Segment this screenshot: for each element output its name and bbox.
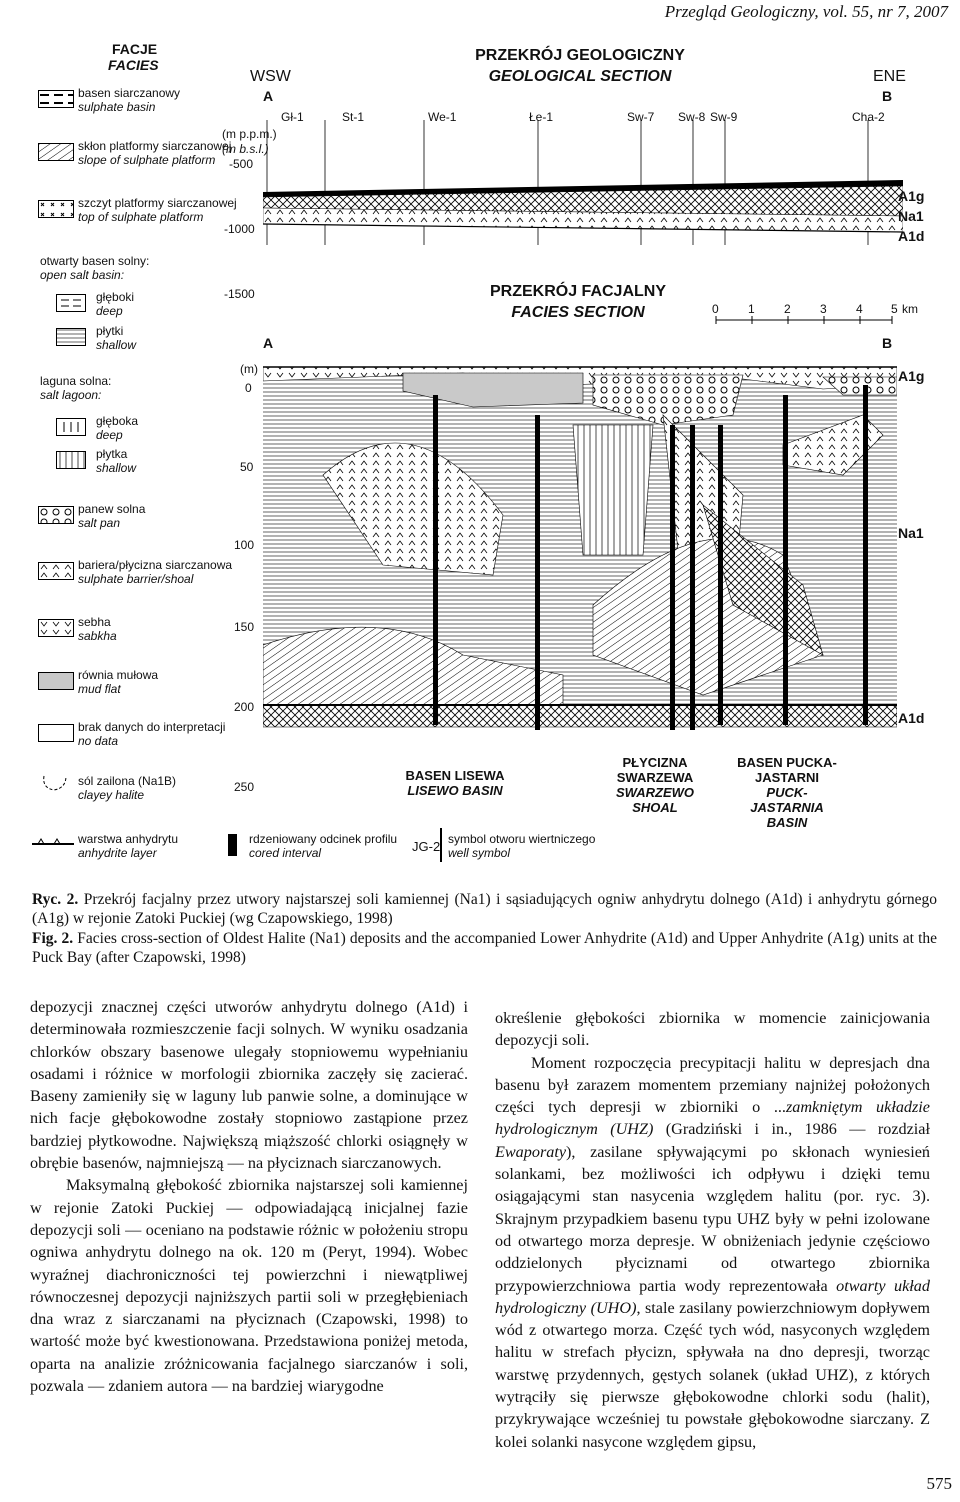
- well-symbol-icon: [440, 828, 442, 862]
- legend-swatch-slope: [38, 143, 74, 161]
- facies-axis-tick: 50: [240, 460, 254, 474]
- legend-title: FACJE: [112, 41, 158, 57]
- legend-item: sebha sabkha: [78, 615, 117, 643]
- body-column-left: [30, 996, 468, 1397]
- journal-header: Przegląd Geologiczny, vol. 55, nr 7, 2007: [664, 2, 948, 21]
- facies-axis-tick: 0: [245, 381, 252, 395]
- facies-axis-tick: 250: [234, 780, 255, 794]
- legend-swatch-sulphate-shoal: [38, 562, 74, 580]
- legend-swatch-open-deep: [56, 294, 86, 312]
- facies-axis-tick: 200: [234, 700, 255, 714]
- geo-section-title-en: GEOLOGICAL SECTION: [488, 68, 672, 85]
- facies-unit-a1g: A1g: [898, 368, 925, 384]
- well-label: Sw-7: [627, 110, 655, 124]
- legend-swatch-mud-flat: [38, 672, 74, 690]
- geo-left-direction: WSW: [250, 68, 291, 85]
- facies-section-drawing: [263, 355, 897, 755]
- well-label: St-1: [342, 110, 365, 124]
- cored-interval-icon: [228, 834, 237, 856]
- facies-axis-tick: 100: [234, 538, 255, 552]
- geo-axis-tick: -1500: [224, 287, 255, 301]
- legend-item: panew solna salt pan: [78, 502, 146, 530]
- facies-axis-unit: (m): [240, 362, 258, 376]
- legend-item: głęboki deep: [96, 290, 135, 318]
- basin-label-swarzewo: PŁYCIZNA SWARZEWA SWARZEWO SHOAL: [616, 755, 694, 815]
- well-label: Gł-1: [281, 110, 304, 124]
- geo-section-drawing: [263, 120, 903, 245]
- legend-group: otwarty basen solny: open salt basin:: [40, 254, 150, 282]
- legend-swatch-platform-top: [38, 200, 74, 218]
- facies-unit-na1: Na1: [898, 525, 924, 541]
- legend-swatch-clayey-halite: [40, 772, 70, 794]
- legend-item: basen siarczanowy sulphate basin: [78, 86, 181, 114]
- geo-left-label: A: [263, 88, 274, 104]
- well-code: JG-2: [412, 839, 441, 854]
- legend-swatch-salt-pan: [38, 506, 74, 524]
- geo-right-label: B: [882, 88, 893, 104]
- legend-item: równia mułowa mud flat: [78, 668, 159, 696]
- legend-title-en: FACIES: [108, 57, 159, 73]
- body-column-right: [495, 1007, 930, 1453]
- well-label: Sw-8: [678, 110, 706, 124]
- facies-unit-a1d: A1d: [898, 710, 925, 726]
- legend-swatch-anhydrite-layer: [32, 838, 74, 850]
- legend-item: szczyt platformy siarczanowej top of sulphate platform: [78, 196, 237, 224]
- well-label: We-1: [428, 110, 457, 124]
- paragraph: depozycji znacznej części utworów anhydrytu dolnego (A1d) i determinowała rozmieszczenie facji solnych. W wyniku osadzania chlorków obszary basenowe ulegały stopniowemu wypełnianiu osadami i różnice w morfologii zbiornika zaczęły się zacierać. Baseny zamieniły się w laguny lub panwie solne, a dominujące w nich facje głębokowodne zostały stopniowo zastąpione przez bardziej płytkowodne. Największą miąższość chlorki osiągnęły w obrębie basenów, najmniejszą — na płyciznach siarczanowych.: [30, 998, 468, 1173]
- legend-item: rdzeniowany odcinek profilu cored interval: [249, 832, 398, 860]
- a1d-layer: [263, 705, 897, 727]
- geo-axis-unit: (m p.p.m.): [222, 127, 277, 141]
- legend-swatch-no-data: [38, 724, 74, 742]
- basin-label-puck-jastarnia: BASEN PUCKA-JASTARNI PUCK-JASTARNIA BASIN: [737, 755, 837, 830]
- legend-group: laguna solna: salt lagoon:: [40, 374, 112, 402]
- facies-left-label: A: [263, 335, 274, 351]
- legend-item: brak danych do interpretacji no data: [78, 720, 226, 748]
- basin-label-lisewo: BASEN LISEWA LISEWO BASIN: [405, 768, 505, 798]
- legend-swatch-open-shallow: [56, 328, 86, 346]
- paragraph: Moment rozpoczęcia precypitacji halitu w depresjach dna basenu był zarazem momentem przemiany najniżej położonych części tych depresji w zbiorniki o ...zamkniętym układzie hydrologicznym (UHZ) (Gradziński i in., 1986 — rozdział Ewaporaty), zasilane spływającymi po skłonach wyniesień solankami, bez możliwości ich odpływu i dzięki temu osiągającymi stan nasycenia względem halitu (por. ryc. 3). Skrajnym przypadkiem basenu typu UHZ były w pełni izolowane od otwartego morza depresje. W obniżeniach jedynie częściowo oddzielonych płyciznami od otwartego zbiornika przypowierzchniowa partia wody reprezentowała otwarty układ hydrologiczny (UHO), stale zasilany powierzchniowym dopływem wód z otwartego morza. Część tych wód, nasyconych względem halitu w strefach płycizn, spływała na dno depresji, tworząc warstwę przydennych, gęstych solanek (układ UHZ), z których wytrąciły się pierwsze głębokowodne chlorki sodu (halit), przykrywające wcześniej tu powstałe głębokowodne siarczany. Z kolei solanki nasycone względem gipsu,: [495, 1053, 931, 1451]
- legend-swatch-lagoon-deep: [56, 418, 86, 436]
- salt-lagoon: [573, 425, 653, 555]
- facies-right-label: B: [882, 335, 893, 351]
- facies-axis-tick: 150: [234, 620, 255, 634]
- figure-caption-pl: Ryc. 2. Przekrój facjalny przez utwory najstarszej soli kamiennej (Na1) i sąsiadujących ogniw anhydrytu dolnego (A1d) i anhydrytu górnego (A1g) w rejonie Zatoki Puckiej (wg Czapowskiego, 1998): [32, 891, 938, 927]
- page-number: 575: [926, 1474, 952, 1493]
- paragraph: Maksymalną głębokość zbiornika najstarszej soli kamiennej w rejonie Zatoki Puckiej — odpowiadającą inicjalnej fazie depozycji soli — oceniano na podstawie różnic w położeniu stropu ogniwa anhydrytu dolnego na ok. 120 m (Peryt, 1994). Wobec wyraźnej diachroniczności tej powierzchni i niewątpliwej równoczesnej depozycji najniższych partii soli w przegłębieniach dna wraz z siarczanami na płyciznach (Czapowski, 1998) to wartość może być kwestionowana. Przedstawiona poniżej metoda, oparta na analizie zróżnicowania facjalnego siarczanów i soli, pozwala — zdaniem autora — na bardziej wiarygodne: [30, 1176, 468, 1396]
- geo-axis-tick: -1000: [224, 222, 255, 236]
- legend-item: sól zailona (Na1B) clayey halite: [78, 774, 177, 802]
- legend-item: skłon platformy siarczanowej slope of sulphate platform: [78, 139, 232, 167]
- legend-swatch-sabkha: [38, 619, 74, 637]
- unit-label-na1: Na1: [898, 208, 924, 224]
- legend-swatch-lagoon-shallow: [56, 451, 86, 469]
- legend-item: płytka shallow: [96, 447, 137, 475]
- geo-axis-tick: -500: [229, 157, 254, 171]
- legend-item: warstwa anhydrytu anhydrite layer: [78, 832, 179, 860]
- legend-item: symbol otworu wiertniczego well symbol: [448, 832, 596, 860]
- paragraph: określenie głębokości zbiornika w momencie zainicjowania depozycji soli.: [495, 1009, 930, 1050]
- legend-swatch-sulphate-basin: [38, 90, 74, 108]
- well-label: Łe-1: [529, 110, 554, 124]
- legend-item: głęboka deep: [96, 414, 139, 442]
- unit-label-a1g: A1g: [898, 188, 925, 204]
- unit-label-a1d: A1d: [898, 228, 925, 244]
- figure-caption-en: Fig. 2. Facies cross-section of Oldest Halite (Na1) deposits and the accompanied Lower Anhydrite (A1d) and Upper Anhydrite (A1g) units at the Puck Bay (after Czapowski, 1998): [32, 930, 938, 966]
- legend-item: bariera/płycizna siarczanowa sulphate barrier/shoal: [78, 558, 233, 586]
- geo-right-direction: ENE: [873, 68, 906, 85]
- legend-item: płytki shallow: [96, 324, 137, 352]
- facies-section-title: PRZEKRÓJ FACJALNY: [489, 283, 667, 300]
- well-label: Cha-2: [852, 110, 885, 124]
- well-label: Sw-9: [710, 110, 738, 124]
- geo-section-title: PRZEKRÓJ GEOLOGICZNY: [475, 47, 685, 64]
- geo-axis-unit-en: (m b.s.l.): [222, 142, 269, 156]
- facies-section-title-en: FACIES SECTION: [511, 304, 645, 321]
